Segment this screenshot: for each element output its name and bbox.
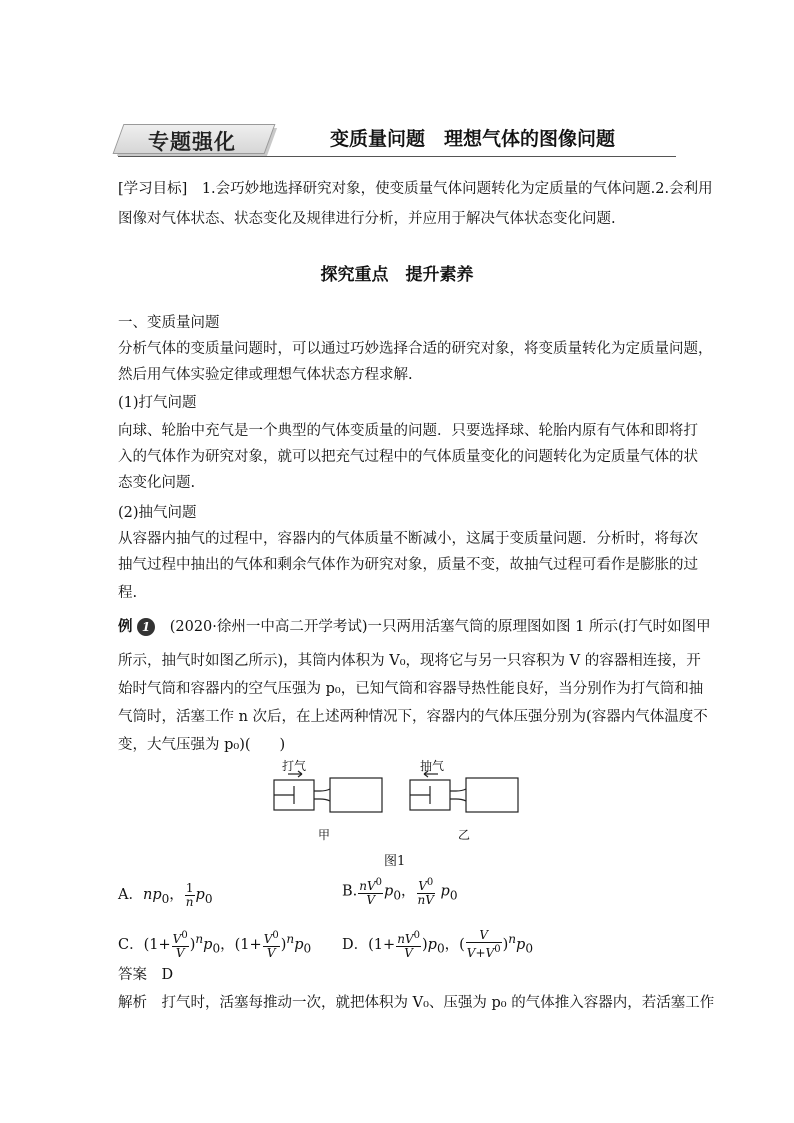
option-a: A．$np_0$， $\frac{1}{n}$ $p_0$ xyxy=(118,880,213,909)
part1-sub1: (1)打气问题 xyxy=(118,395,197,411)
part1-sub2: (2)抽气问题 xyxy=(118,505,197,521)
figure-caption: 图1 xyxy=(384,854,406,869)
part1-p2-line1: 向球、轮胎中充气是一个典型的气体变质量的问题．只要选择球、轮胎内原有气体和即将打 xyxy=(118,423,698,439)
part1-p3-line2: 抽气过程中抽出的气体和剩余气体作为研究对象，质量不变，故抽气过程可看作是膨胀的过 xyxy=(118,557,698,573)
option-d-label: D． xyxy=(342,936,369,953)
figure-caption-right: 乙 xyxy=(458,828,471,842)
example-line-1: (2020·徐州一中高二开学考试)一只两用活塞气筒的原理图如图 1 所示(打气时如图甲 xyxy=(169,619,711,635)
page-title: 变质量问题 理想气体的图像问题 xyxy=(330,128,616,150)
part1-p2-line3: 态变化问题. xyxy=(118,475,196,491)
pump-diagram xyxy=(268,756,528,856)
part1-p1-line2: 然后用气体实验定律或理想气体状态方程求解. xyxy=(118,367,413,383)
topic-badge xyxy=(118,124,274,156)
section-title: 探究重点 提升素养 xyxy=(320,265,474,285)
example-first-line xyxy=(118,614,711,640)
option-b: B. $\frac{nV^0}{V}$ $p_0$， $\frac{V^0}{nV}$ $p_0$ xyxy=(342,877,458,907)
part1-p3-line1: 从容器内抽气的过程中，容器内的气体质量不断减小，这属于变质量问题．分析时，将每次 xyxy=(118,531,698,547)
figure-caption-left: 甲 xyxy=(318,828,331,842)
example-number-icon: 1 xyxy=(137,618,155,636)
option-a-label: A． xyxy=(118,887,143,903)
example-line-5: 变，大气压强为 p₀)( ) xyxy=(118,737,286,753)
header-divider xyxy=(118,156,676,157)
part1-p3-line3: 程. xyxy=(118,585,138,601)
answer: 答案 D xyxy=(118,967,174,983)
topic-badge-text: 专题强化 xyxy=(148,130,236,154)
option-c: C．(1+ $\frac{V^0}{V}$ )$^np_0$，(1+ $\frac{V^0}{V}$ )$^np_0$ xyxy=(118,930,312,961)
example-label: 例 xyxy=(118,618,133,635)
learning-goals-line-2: 图像对气体状态、状态变化及规律进行分析，并应用于解决气体状态变化问题. xyxy=(118,211,616,227)
option-c-label: C． xyxy=(118,936,144,953)
figure-label-pump-in: 打气 xyxy=(282,759,307,773)
part1-p1-line1: 分析气体的变质量问题时，可以通过巧妙选择合适的研究对象，将变质量转化为定质量问题， xyxy=(118,341,713,357)
analysis: 解析 打气时，活塞每推动一次，就把体积为 V₀、压强为 p₀ 的气体推入容器内，若活塞工作 xyxy=(118,995,715,1011)
part1-p2-line2: 入的气体作为研究对象，就可以把充气过程中的气体质量变化的问题转化为定质量气体的状 xyxy=(118,449,698,465)
part1-heading: 一、变质量问题 xyxy=(118,315,220,331)
figure-label-pump-out: 抽气 xyxy=(420,759,445,773)
example-line-2: 所示，抽气时如图乙所示)，其筒内体积为 V₀，现将它与另一只容积为 V 的容器相连接，开 xyxy=(118,653,701,669)
example-line-4: 气筒时，活塞工作 n 次后，在上述两种情况下，容器内的气体压强分别为(容器内气体温度不 xyxy=(118,709,708,725)
example-line-3: 始时气筒和容器内的空气压强为 p₀，已知气筒和容器导热性能良好，当分别作为打气筒和抽 xyxy=(118,681,704,697)
learning-goals-line-1: [学习目标] 1.会巧妙地选择研究对象，使变质量气体问题转化为定质量的气体问题.2.会利用 xyxy=(118,181,713,197)
option-d: D．(1+ $\frac{nV^0}{V}$ )$p_0$，( $\frac{V}{V+V^0}$ )$^np_0$ xyxy=(342,928,534,961)
option-b-label: B. xyxy=(342,883,358,900)
